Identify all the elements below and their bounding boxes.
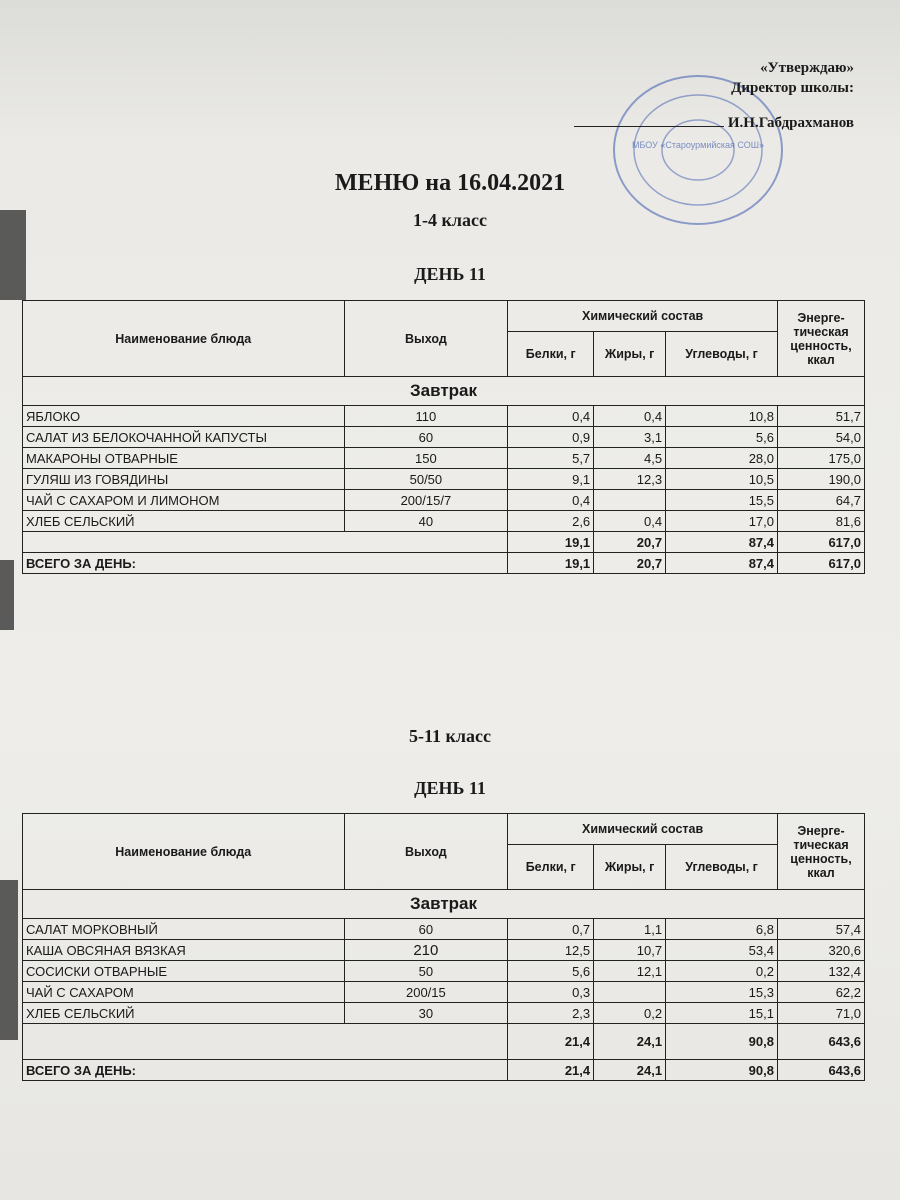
col-chem-header: Химический состав bbox=[508, 301, 778, 332]
dish-fat bbox=[594, 490, 666, 511]
subtotal-carbs: 87,4 bbox=[666, 532, 778, 553]
dish-output: 30 bbox=[344, 1003, 508, 1024]
dish-carbs: 28,0 bbox=[666, 448, 778, 469]
col-output-header: Выход bbox=[344, 301, 508, 377]
col-protein-header: Белки, г bbox=[508, 332, 594, 377]
dish-fat: 3,1 bbox=[594, 427, 666, 448]
total-row bbox=[23, 553, 865, 574]
dish-energy: 64,7 bbox=[778, 490, 865, 511]
subtotal-fat: 20,7 bbox=[594, 532, 666, 553]
table-row bbox=[23, 961, 865, 982]
dish-energy: 51,7 bbox=[778, 406, 865, 427]
subtotal-row bbox=[23, 532, 865, 553]
total-protein: 19,1 bbox=[508, 553, 594, 574]
dish-fat: 0,4 bbox=[594, 511, 666, 532]
signature-line bbox=[574, 112, 724, 127]
approve-label: «Утверждаю» bbox=[760, 60, 854, 76]
scan-edge-mark bbox=[0, 880, 18, 1040]
grade-heading: 1-4 класс bbox=[413, 210, 487, 230]
dish-energy: 71,0 bbox=[777, 1003, 864, 1024]
col-carbs-header: Углеводы, г bbox=[666, 332, 778, 377]
col-name-header: Наименование блюда bbox=[23, 301, 345, 377]
dish-carbs: 53,4 bbox=[666, 940, 778, 961]
dish-energy: 81,6 bbox=[778, 511, 865, 532]
col-output-header: Выход bbox=[344, 814, 508, 890]
dish-energy: 54,0 bbox=[778, 427, 865, 448]
dish-output: 60 bbox=[344, 427, 508, 448]
table-row bbox=[23, 427, 865, 448]
col-chem-header: Химический состав bbox=[508, 814, 778, 845]
dish-carbs: 10,5 bbox=[666, 469, 778, 490]
dish-energy: 62,2 bbox=[777, 982, 864, 1003]
col-energy-header: Энерге-тическая ценность, ккал bbox=[777, 814, 864, 890]
col-fat-header: Жиры, г bbox=[594, 332, 666, 377]
dish-name: САЛАТ МОРКОВНЫЙ bbox=[23, 919, 345, 940]
dish-protein: 2,3 bbox=[508, 1003, 594, 1024]
table-row bbox=[23, 1003, 865, 1024]
subtotal-energy: 643,6 bbox=[777, 1024, 864, 1060]
total-carbs: 87,4 bbox=[666, 553, 778, 574]
col-carbs-header: Углеводы, г bbox=[666, 845, 778, 890]
table-row bbox=[23, 919, 865, 940]
dish-protein: 0,4 bbox=[508, 490, 594, 511]
dish-name: ГУЛЯШ ИЗ ГОВЯДИНЫ bbox=[23, 469, 345, 490]
dish-fat: 12,3 bbox=[594, 469, 666, 490]
col-fat-header: Жиры, г bbox=[594, 845, 666, 890]
subtotal-protein: 19,1 bbox=[508, 532, 594, 553]
total-protein: 21,4 bbox=[508, 1060, 594, 1081]
dish-fat: 0,2 bbox=[594, 1003, 666, 1024]
total-fat: 24,1 bbox=[594, 1060, 666, 1081]
col-energy-header: Энерге-тическая ценность, ккал bbox=[778, 301, 865, 377]
dish-output: 210 bbox=[344, 940, 508, 961]
dish-output: 200/15 bbox=[344, 982, 508, 1003]
day-heading: ДЕНЬ 11 bbox=[414, 778, 486, 798]
day-heading: ДЕНЬ 11 bbox=[414, 264, 486, 284]
meal-heading: Завтрак bbox=[23, 377, 865, 406]
approval-block bbox=[574, 58, 854, 133]
table-row bbox=[23, 448, 865, 469]
dish-fat bbox=[594, 982, 666, 1003]
dish-energy: 175,0 bbox=[778, 448, 865, 469]
subtotal-protein: 21,4 bbox=[508, 1024, 594, 1060]
dish-output: 50 bbox=[344, 961, 508, 982]
dish-fat: 4,5 bbox=[594, 448, 666, 469]
dish-name: ХЛЕБ СЕЛЬСКИЙ bbox=[23, 511, 345, 532]
table-row bbox=[23, 940, 865, 961]
table-row bbox=[23, 406, 865, 427]
dish-energy: 57,4 bbox=[777, 919, 864, 940]
dish-output: 60 bbox=[344, 919, 508, 940]
dish-energy: 320,6 bbox=[777, 940, 864, 961]
dish-carbs: 5,6 bbox=[666, 427, 778, 448]
menu-table-1-4 bbox=[22, 300, 865, 574]
stamp-text: МБОУ «Староурмийская СОШ» bbox=[632, 140, 764, 150]
dish-name: ЯБЛОКО bbox=[23, 406, 345, 427]
page-title: МЕНЮ на 16.04.2021 bbox=[334, 170, 566, 196]
subtotal-row bbox=[23, 1024, 865, 1060]
total-carbs: 90,8 bbox=[666, 1060, 778, 1081]
dish-protein: 0,4 bbox=[508, 406, 594, 427]
dish-protein: 0,3 bbox=[508, 982, 594, 1003]
dish-name: САЛАТ ИЗ БЕЛОКОЧАННОЙ КАПУСТЫ bbox=[23, 427, 345, 448]
table-row bbox=[23, 511, 865, 532]
grade-heading: 5-11 класс bbox=[409, 726, 491, 746]
dish-fat: 12,1 bbox=[594, 961, 666, 982]
total-row bbox=[23, 1060, 865, 1081]
scan-edge-mark bbox=[0, 560, 14, 630]
meal-heading: Завтрак bbox=[23, 890, 865, 919]
dish-protein: 2,6 bbox=[508, 511, 594, 532]
dish-protein: 12,5 bbox=[508, 940, 594, 961]
dish-fat: 10,7 bbox=[594, 940, 666, 961]
dish-energy: 132,4 bbox=[777, 961, 864, 982]
col-name-header: Наименование блюда bbox=[23, 814, 345, 890]
dish-fat: 1,1 bbox=[594, 919, 666, 940]
dish-protein: 0,9 bbox=[508, 427, 594, 448]
dish-carbs: 15,3 bbox=[666, 982, 778, 1003]
dish-fat: 0,4 bbox=[594, 406, 666, 427]
dish-protein: 5,6 bbox=[508, 961, 594, 982]
dish-carbs: 15,5 bbox=[666, 490, 778, 511]
dish-energy: 190,0 bbox=[778, 469, 865, 490]
dish-name: ХЛЕБ СЕЛЬСКИЙ bbox=[23, 1003, 345, 1024]
total-energy: 643,6 bbox=[777, 1060, 864, 1081]
approver-position: Директор школы: bbox=[731, 80, 854, 96]
dish-protein: 5,7 bbox=[508, 448, 594, 469]
dish-name: МАКАРОНЫ ОТВАРНЫЕ bbox=[23, 448, 345, 469]
dish-output: 50/50 bbox=[344, 469, 508, 490]
subtotal-fat: 24,1 bbox=[594, 1024, 666, 1060]
dish-carbs: 6,8 bbox=[666, 919, 778, 940]
subtotal-energy: 617,0 bbox=[778, 532, 865, 553]
dish-output: 40 bbox=[344, 511, 508, 532]
dish-output: 150 bbox=[344, 448, 508, 469]
table-row bbox=[23, 982, 865, 1003]
total-label: ВСЕГО ЗА ДЕНЬ: bbox=[23, 1060, 508, 1081]
dish-carbs: 10,8 bbox=[666, 406, 778, 427]
dish-name: ЧАЙ С САХАРОМ bbox=[23, 982, 345, 1003]
dish-protein: 0,7 bbox=[508, 919, 594, 940]
dish-carbs: 15,1 bbox=[666, 1003, 778, 1024]
dish-carbs: 0,2 bbox=[666, 961, 778, 982]
col-protein-header: Белки, г bbox=[508, 845, 594, 890]
approver-name: И.Н.Габдрахманов bbox=[727, 115, 854, 131]
total-fat: 20,7 bbox=[594, 553, 666, 574]
dish-name: ЧАЙ С САХАРОМ И ЛИМОНОМ bbox=[23, 490, 345, 511]
dish-output: 110 bbox=[344, 406, 508, 427]
dish-name: КАША ОВСЯНАЯ ВЯЗКАЯ bbox=[23, 940, 345, 961]
dish-protein: 9,1 bbox=[508, 469, 594, 490]
dish-name: СОСИСКИ ОТВАРНЫЕ bbox=[23, 961, 345, 982]
menu-table-5-11 bbox=[22, 813, 865, 1081]
subtotal-carbs: 90,8 bbox=[666, 1024, 778, 1060]
table-row bbox=[23, 490, 865, 511]
dish-output: 200/15/7 bbox=[344, 490, 508, 511]
table-row bbox=[23, 469, 865, 490]
total-label: ВСЕГО ЗА ДЕНЬ: bbox=[23, 553, 508, 574]
dish-carbs: 17,0 bbox=[666, 511, 778, 532]
total-energy: 617,0 bbox=[778, 553, 865, 574]
